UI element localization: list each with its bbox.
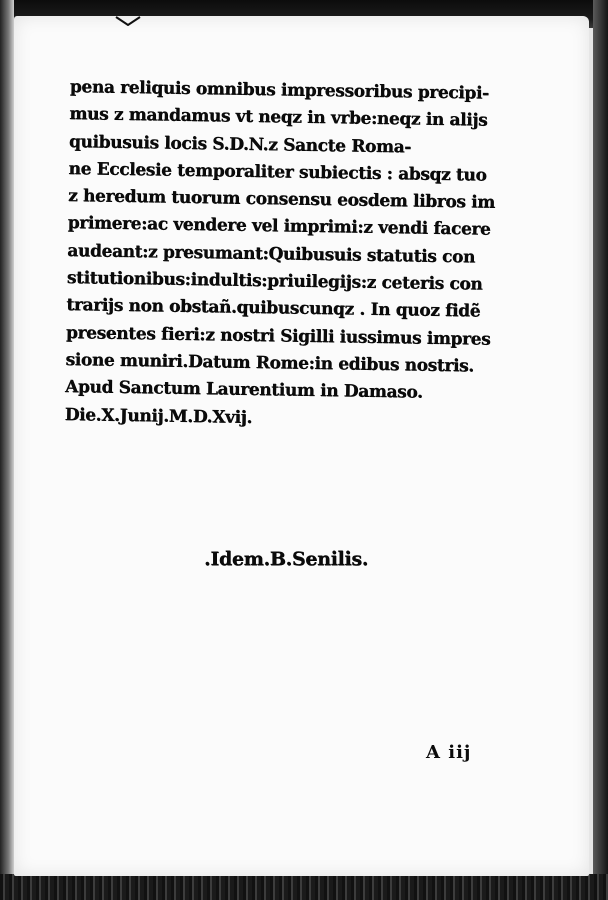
text-line: primere:ac vendere vel imprimi:z vendi facere [67,213,491,241]
text-line: quibusuis locis S.D.N.z Sancte Roma- [68,131,412,157]
scan-border-right [593,0,608,900]
text-line: Die.X.Junij.M.D.Xvij. [64,404,253,428]
text-line: pena reliquis omnibus impressoribus precipi- [69,76,489,104]
scan-border-left [0,0,14,900]
text-line: presentes fieri:z nostri Sigilli iussimus impres [65,322,491,350]
document-page [14,16,589,876]
signature-line: .Idem.B.Senilis. [204,548,369,570]
text-line: mus z mandamus vt neqz in vrbe:neqz in alijs [69,104,488,131]
signature-mark: A iij [426,742,472,763]
text-line: ne Ecclesie temporaliter subiectis : absqz tuo [68,158,487,186]
ink-mark-icon [114,16,142,26]
document-body [64,74,560,437]
scan-border-bottom [0,874,608,900]
text-line: Apud Sanctum Laurentium in Damaso. [64,377,423,403]
text-line: audeant:z presumant:Quibusuis statutis con [67,240,476,268]
text-line: z heredum tuorum consensu eosdem libros im [67,186,495,213]
text-line: sione muniri.Datum Rome:in edibus nostris. [65,349,474,377]
text-line: trarijs non obstañ.quibuscunqz . In quoz fidẽ [66,295,481,322]
text-line: stitutionibus:indultis:priuilegijs:z ceteris con [66,268,483,295]
